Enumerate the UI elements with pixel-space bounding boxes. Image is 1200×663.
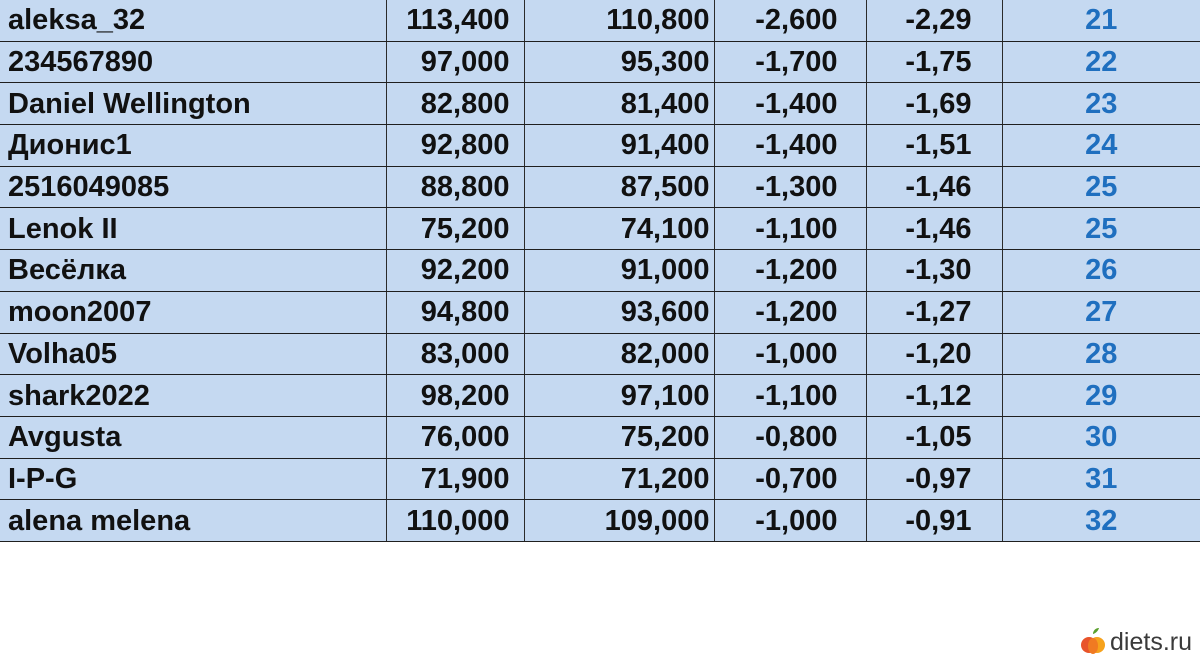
cell-percent: -1,75	[866, 41, 1002, 83]
cell-rank: 32	[1002, 500, 1200, 542]
cell-difference: -1,400	[714, 125, 866, 167]
cell-start-weight: 98,200	[386, 375, 524, 417]
cell-end-weight: 109,000	[524, 500, 714, 542]
cell-name: shark2022	[0, 375, 386, 417]
cell-end-weight: 82,000	[524, 333, 714, 375]
cell-rank: 31	[1002, 458, 1200, 500]
table-row	[0, 0, 1200, 41]
cell-start-weight: 92,800	[386, 125, 524, 167]
cell-difference: -1,200	[714, 250, 866, 292]
cell-start-weight: 94,800	[386, 291, 524, 333]
cell-start-weight: 83,000	[386, 333, 524, 375]
cell-difference: -1,300	[714, 166, 866, 208]
cell-name: Дионис1	[0, 125, 386, 167]
cell-percent: -1,05	[866, 416, 1002, 458]
cell-end-weight: 110,800	[524, 0, 714, 41]
cell-end-weight: 91,000	[524, 250, 714, 292]
cell-percent: -2,29	[866, 0, 1002, 41]
cell-difference: -0,800	[714, 416, 866, 458]
cell-start-weight: 97,000	[386, 41, 524, 83]
cell-rank: 24	[1002, 125, 1200, 167]
cell-rank: 21	[1002, 0, 1200, 41]
cell-percent: -1,46	[866, 166, 1002, 208]
cell-difference: -1,100	[714, 208, 866, 250]
cell-name: Volha05	[0, 333, 386, 375]
cell-end-weight: 93,600	[524, 291, 714, 333]
cell-start-weight: 75,200	[386, 208, 524, 250]
diets-ru-watermark	[1080, 627, 1192, 657]
table-row	[0, 83, 1200, 125]
cell-percent: -1,46	[866, 208, 1002, 250]
cell-end-weight: 71,200	[524, 458, 714, 500]
cell-end-weight: 97,100	[524, 375, 714, 417]
table-row	[0, 41, 1200, 83]
cell-start-weight: 88,800	[386, 166, 524, 208]
cell-name: 234567890	[0, 41, 386, 83]
table-row	[0, 458, 1200, 500]
cell-name: Daniel Wellington	[0, 83, 386, 125]
watermark-text: diets.ru	[1110, 627, 1192, 656]
cell-rank: 28	[1002, 333, 1200, 375]
cell-percent: -1,27	[866, 291, 1002, 333]
table-row	[0, 375, 1200, 417]
cell-rank: 23	[1002, 83, 1200, 125]
cell-rank: 30	[1002, 416, 1200, 458]
cell-name: aleksa_32	[0, 0, 386, 41]
cell-difference: -1,000	[714, 500, 866, 542]
cell-start-weight: 113,400	[386, 0, 524, 41]
cell-name: Весёлка	[0, 250, 386, 292]
cell-start-weight: 71,900	[386, 458, 524, 500]
cell-difference: -2,600	[714, 0, 866, 41]
cell-end-weight: 95,300	[524, 41, 714, 83]
table-row	[0, 208, 1200, 250]
cell-difference: -1,000	[714, 333, 866, 375]
cell-percent: -1,12	[866, 375, 1002, 417]
apple-logo-icon	[1080, 627, 1106, 657]
cell-start-weight: 92,200	[386, 250, 524, 292]
cell-rank: 22	[1002, 41, 1200, 83]
cell-percent: -1,51	[866, 125, 1002, 167]
cell-rank: 25	[1002, 208, 1200, 250]
cell-name: Avgusta	[0, 416, 386, 458]
table-row	[0, 333, 1200, 375]
cell-difference: -1,100	[714, 375, 866, 417]
cell-name: moon2007	[0, 291, 386, 333]
cell-end-weight: 81,400	[524, 83, 714, 125]
cell-percent: -1,20	[866, 333, 1002, 375]
table-row	[0, 291, 1200, 333]
cell-rank: 29	[1002, 375, 1200, 417]
cell-percent: -0,91	[866, 500, 1002, 542]
table-row	[0, 500, 1200, 542]
cell-difference: -0,700	[714, 458, 866, 500]
cell-percent: -1,30	[866, 250, 1002, 292]
table-row	[0, 125, 1200, 167]
cell-end-weight: 74,100	[524, 208, 714, 250]
cell-name: alena melena	[0, 500, 386, 542]
table-row	[0, 250, 1200, 292]
cell-start-weight: 110,000	[386, 500, 524, 542]
cell-difference: -1,200	[714, 291, 866, 333]
cell-difference: -1,400	[714, 83, 866, 125]
cell-name: 2516049085	[0, 166, 386, 208]
cell-percent: -0,97	[866, 458, 1002, 500]
cell-end-weight: 91,400	[524, 125, 714, 167]
cell-rank: 26	[1002, 250, 1200, 292]
cell-rank: 25	[1002, 166, 1200, 208]
cell-name: I-P-G	[0, 458, 386, 500]
table-row	[0, 416, 1200, 458]
cell-rank: 27	[1002, 291, 1200, 333]
cell-start-weight: 76,000	[386, 416, 524, 458]
cell-percent: -1,69	[866, 83, 1002, 125]
cell-end-weight: 87,500	[524, 166, 714, 208]
cell-name: Lenok II	[0, 208, 386, 250]
cell-difference: -1,700	[714, 41, 866, 83]
cell-end-weight: 75,200	[524, 416, 714, 458]
table-row	[0, 166, 1200, 208]
cell-start-weight: 82,800	[386, 83, 524, 125]
